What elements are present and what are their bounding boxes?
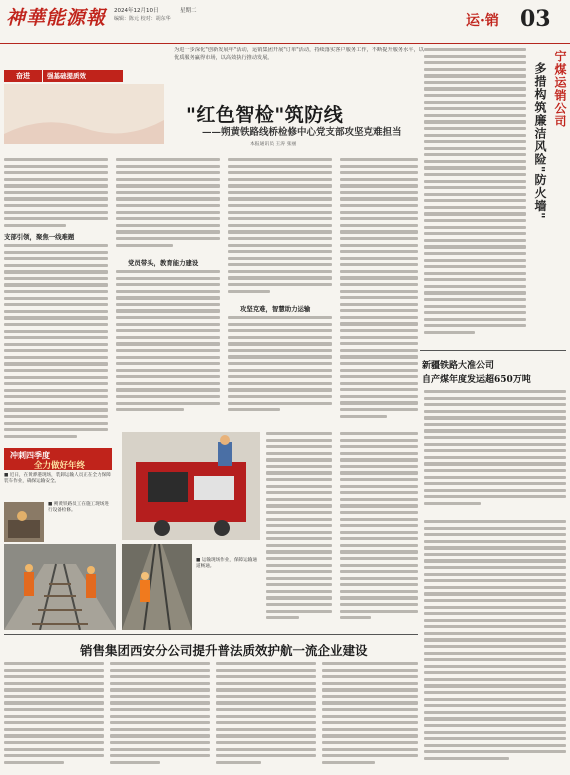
- photo-caption-3: ■ 运输现场作业，保障运输通道畅通。: [196, 558, 257, 570]
- article-text-column: [116, 270, 220, 418]
- article-text-column: [110, 662, 210, 772]
- section-tag-right: 强基础提质效: [43, 70, 123, 82]
- vertical-headline-2: 多措构筑廉洁风险"防火墙": [533, 62, 547, 220]
- article-text-column: [340, 158, 418, 426]
- article-subhead-1: 支部引领，聚焦一线难题: [4, 233, 75, 241]
- article-text-column: [4, 158, 108, 228]
- page-number: 03: [520, 6, 551, 32]
- newspaper-logo: 神華能源報: [6, 7, 107, 29]
- news-brief-title-2: 自产煤年度发运超650万吨: [422, 375, 531, 385]
- photo-loading: [4, 502, 44, 542]
- photo-box-title-2: 全力做好年终: [34, 461, 86, 471]
- issue-weekday: 星期二: [180, 8, 197, 14]
- section-name: 运·销: [466, 13, 499, 29]
- main-article-title: "红色智检"筑防线: [186, 104, 344, 126]
- article-text-column: [266, 432, 332, 632]
- article-text-column: [4, 662, 104, 772]
- equipment-photo: [122, 432, 260, 540]
- article-text-column: [424, 520, 566, 770]
- article-text-column: [424, 390, 566, 516]
- track-photo: [122, 544, 192, 630]
- article-text-column: [228, 158, 332, 302]
- railway-maintenance-photo: [4, 544, 116, 630]
- header-decoration: [4, 84, 164, 144]
- article-text-column: [424, 48, 526, 348]
- section-tag-left: 奋进: [4, 70, 42, 82]
- masthead: [0, 0, 570, 44]
- photo-caption-2: ■ 朔黄铁路员工在施工现场进行设备检修。: [48, 502, 109, 514]
- article-text-column: [228, 316, 332, 416]
- bottom-article-title: 销售集团西安分公司提升普法质效护航一流企业建设: [80, 643, 368, 658]
- news-brief-title-1: 新疆铁路大准公司: [422, 361, 495, 371]
- vertical-headline-1: 宁煤运销公司: [553, 50, 567, 128]
- article-text-column: [322, 662, 418, 772]
- editors-line: 编辑：陈元 校对：胡东华: [114, 16, 171, 22]
- intro-paragraph: 为进一步深化"创新发展年"活动，运销集团开展"订单"活动，持续落实客户服务工作，不断提升服务水平，以优质服务赢得市场，以高效执行推动发展。: [174, 47, 424, 61]
- photo-caption-1: ■ 近日，在黄骅港现场，装卸运输人员正在全力保障装车作业，确保运输安全。: [4, 473, 111, 485]
- article-text-column: [116, 158, 220, 254]
- issue-date: 2024年12月10日: [114, 8, 159, 14]
- article-text-column: [340, 432, 418, 632]
- bottom-divider: [4, 634, 418, 635]
- article-subhead-3: 攻坚克难，智慧助力运输: [240, 305, 311, 313]
- photo-box-title: [4, 448, 112, 470]
- article-subhead-2: 党员带头，教育能力建设: [128, 259, 199, 267]
- column-divider: [420, 350, 566, 351]
- article-text-column: [216, 662, 316, 772]
- photo-box-title-1: 冲刺四季度: [10, 451, 50, 460]
- main-article-subtitle: ——朔黄铁路线桥检修中心党支部攻坚克难担当: [202, 127, 402, 138]
- article-text-column: [4, 244, 108, 444]
- main-article-byline: 本报通讯员 王涛 张丽: [250, 142, 297, 147]
